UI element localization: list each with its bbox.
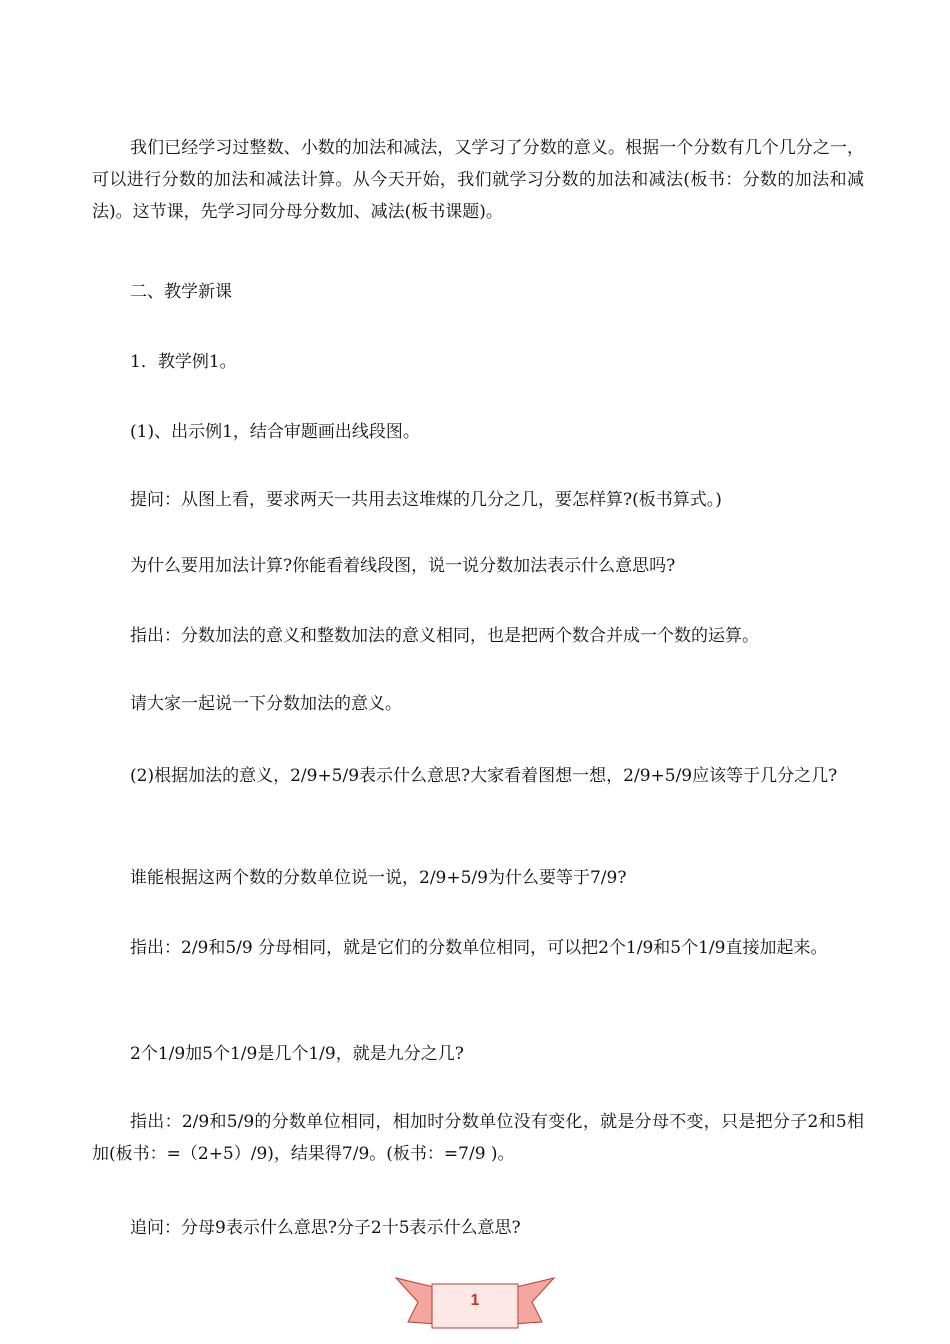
paragraph-unit-question: 谁能根据这两个数的分数单位说一说，2/9+5/9为什么要等于7/9? [130, 868, 627, 888]
page-number: 1 [470, 1292, 480, 1309]
section-heading-new-lesson: 二、教学新课 [130, 282, 232, 302]
paragraph-point-out-2: 指出：2/9和5/9 分母相同，就是它们的分数单位相同，可以把2个1/9和5个1/9直接加起来。 [130, 938, 828, 958]
paragraph-intro: 我们已经学习过整数、小数的加法和减法，又学习了分数的意义。根据一个分数有几个几分之一，可以进行分数的加法和减法计算。从今天开始，我们就学习分数的加法和减法(板书：分数的加法和减法)。这节课，先学习同分母分数加、减法(板书课题)。 [92, 138, 864, 222]
paragraph-example-1-heading: 1．教学例1。 [130, 352, 237, 372]
paragraph-show-example: (1)、出示例1，结合审题画出线段图。 [130, 422, 420, 442]
paragraph-meaning-question: (2)根据加法的意义，2/9+5/9表示什么意思?大家看着图想一想，2/9+5/9应该等于几分之几? [130, 766, 838, 786]
paragraph-point-out-1: 指出：分数加法的意义和整数加法的意义相同，也是把两个数合并成一个数的运算。 [130, 626, 759, 646]
page-number-ribbon [394, 1272, 556, 1336]
paragraph-follow-up: 追问：分母9表示什么意思?分子2十5表示什么意思? [130, 1218, 521, 1238]
paragraph-question-1: 提问：从图上看，要求两天一共用去这堆煤的几分之几，要怎样算?(板书算式。) [130, 490, 722, 510]
paragraph-question-2: 为什么要用加法计算?你能看着线段图，说一说分数加法表示什么意思吗? [130, 556, 676, 576]
paragraph-point-out-3: 指出：2/9和5/9的分数单位相同，相加时分数单位没有变化，就是分母不变，只是把分子2和5相加(板书：=（2+5）/9)，结果得7/9。(板书：=7/9 )。 [92, 1112, 864, 1164]
paragraph-class-say: 请大家一起说一下分数加法的意义。 [130, 694, 402, 714]
paragraph-how-many-units: 2个1/9加5个1/9是几个1/9，就是九分之几? [130, 1044, 464, 1064]
